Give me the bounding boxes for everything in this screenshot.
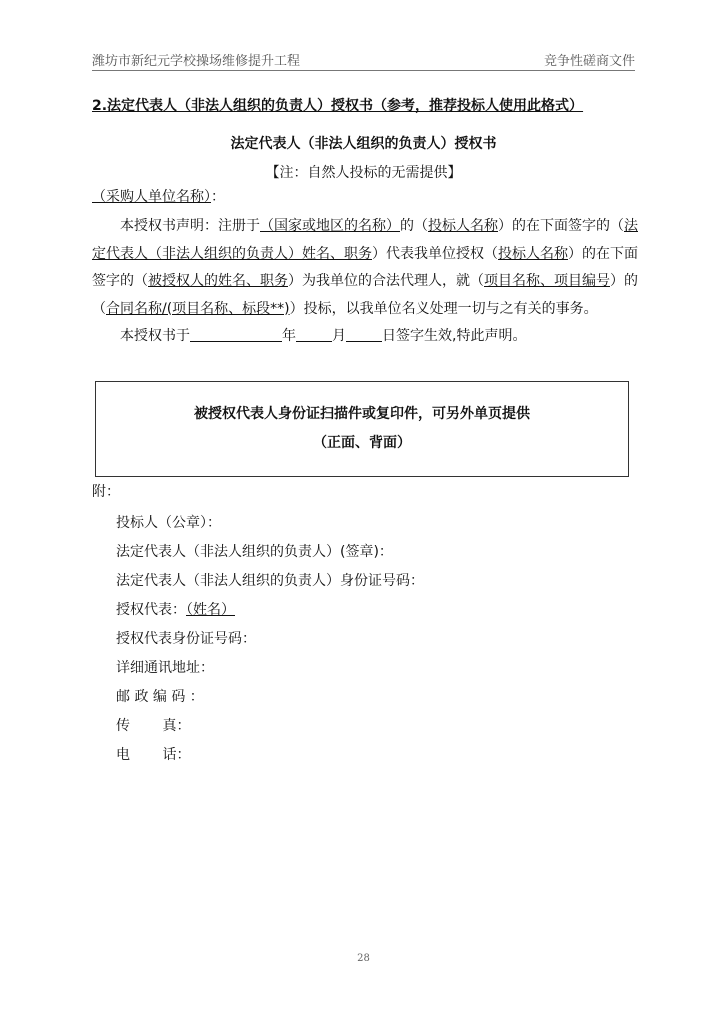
id-card-sides: （正面、背面） xyxy=(313,435,411,451)
attachment-label: 附： xyxy=(92,484,120,500)
month-label: 月 xyxy=(332,328,346,344)
natural-person-note: 【注：自然人投标的无需提供】 xyxy=(265,165,462,181)
header-project-name: 潍坊市新纪元学校操场维修提升工程 xyxy=(92,54,301,69)
effective-date-line xyxy=(92,323,638,351)
body-text: 的（ xyxy=(400,218,428,234)
declaration-paragraph xyxy=(92,213,638,323)
bidder-name-placeholder: 投标人名称 xyxy=(428,218,498,234)
country-placeholder: （国家或地区的名称） xyxy=(260,218,400,234)
contract-placeholder: 合同名称/(项目名称、标段**) xyxy=(106,300,290,317)
year-label: 年 xyxy=(282,328,296,344)
addressee-colon: ： xyxy=(211,189,225,205)
section-title-text: 2.法定代表人（非法人组织的负责人）授权书（参考，推荐投标人使用此格式） xyxy=(92,98,584,114)
bidder-name-placeholder: 投标人名称 xyxy=(498,245,568,262)
body-text: ）投标，以我单位名义处理一切与之有关的事务。 xyxy=(289,300,598,317)
authorized-person-placeholder: 被授权人的姓名、职务 xyxy=(148,273,288,289)
authorization-body xyxy=(92,213,638,351)
agent-line xyxy=(116,596,424,625)
page-number: 28 xyxy=(357,953,370,964)
agent-name-placeholder: （姓名） xyxy=(186,602,235,618)
fax-line: 传 真： xyxy=(116,718,191,734)
legal-rep-sign-line: 法定代表人（非法人组织的负责人）(签章)： xyxy=(116,544,393,560)
agent-id-line: 授权代表身份证号码： xyxy=(116,631,256,647)
date-prefix: 本授权书于 xyxy=(120,328,190,344)
authorization-title: 法定代表人（非法人组织的负责人）授权书 xyxy=(230,136,497,152)
body-text: 本授权书声明：注册于 xyxy=(120,218,260,234)
signature-block xyxy=(116,509,424,770)
agent-label: 授权代表： xyxy=(116,602,186,618)
purchaser-name-placeholder: （采购人单位名称） xyxy=(92,189,211,205)
body-text: ）代表我单位授权（ xyxy=(372,245,498,262)
month-blank[interactable] xyxy=(296,325,332,342)
section-title xyxy=(92,95,583,115)
postal-code-line: 邮 政 编 码 ： xyxy=(116,689,204,705)
id-card-box xyxy=(95,381,629,477)
page-header xyxy=(92,50,635,71)
address-line: 详细通讯地址： xyxy=(116,660,214,676)
date-suffix: 日签字生效,特此声明。 xyxy=(382,328,527,344)
phone-line: 电 话： xyxy=(116,747,191,763)
id-card-instruction: 被授权代表人身份证扫描件或复印件，可另外单页提供 xyxy=(194,406,530,422)
day-blank[interactable] xyxy=(346,325,382,342)
year-blank[interactable] xyxy=(190,325,282,342)
body-text: ）的在下面签字的（ xyxy=(498,218,624,234)
header-doc-type: 竞争性磋商文件 xyxy=(543,54,635,69)
legal-rep-placeholder: 法定代表人（非法人组织的负责人）姓名、职务 xyxy=(92,218,638,262)
project-placeholder: 项目名称、项目编号 xyxy=(484,273,610,289)
legal-rep-id-line: 法定代表人（非法人组织的负责人）身份证号码： xyxy=(116,573,424,589)
bidder-seal-line: 投标人（公章）： xyxy=(116,515,221,531)
addressee xyxy=(92,186,225,206)
body-text: ）为我单位的合法代理人，就（ xyxy=(288,273,484,289)
body-text: ）的（ xyxy=(92,273,638,317)
body-text: ）的在下面签字的（ xyxy=(92,245,638,289)
